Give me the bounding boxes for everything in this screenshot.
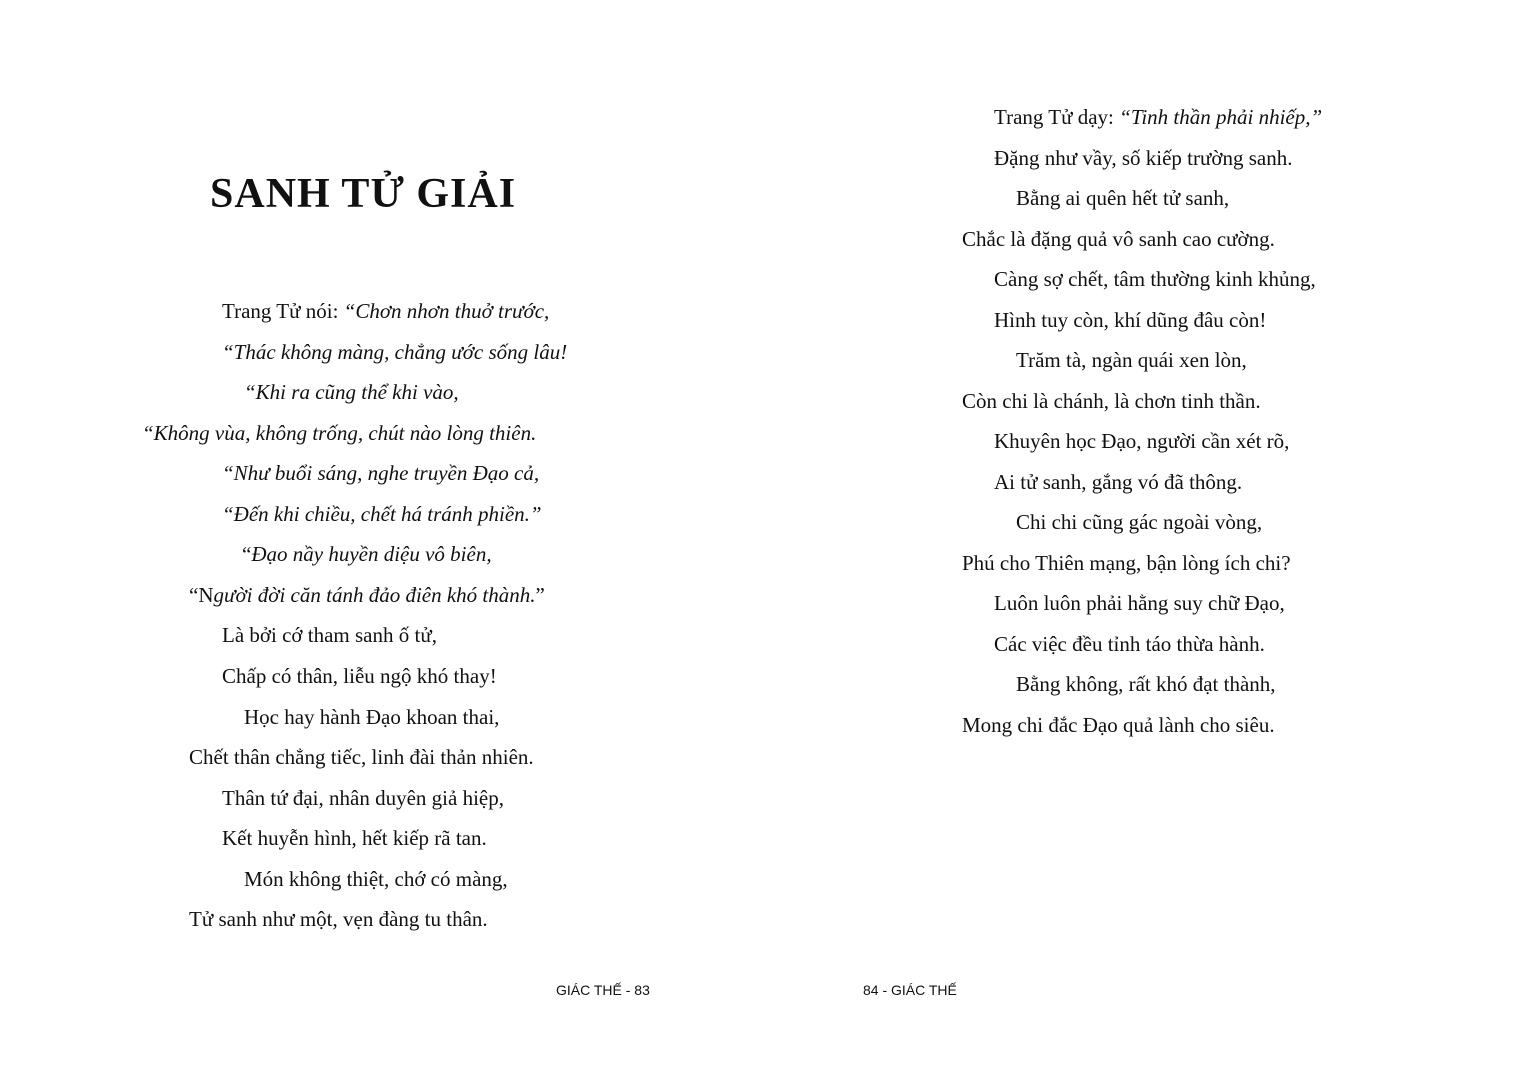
poem-line: Các việc đều tỉnh táo thừa hành. bbox=[994, 632, 1265, 656]
poem-line: Phú cho Thiên mạng, bận lòng ích chi? bbox=[962, 551, 1291, 575]
page-title: SANH TỬ GIẢI bbox=[210, 171, 517, 217]
poem-line: Là bởi cớ tham sanh ố tử, bbox=[222, 623, 437, 647]
poem-line: Thân tứ đại, nhân duyên giả hiệp, bbox=[222, 786, 504, 810]
poem-line: Hình tuy còn, khí dũng đâu còn! bbox=[994, 308, 1267, 332]
poem-line: Món không thiệt, chớ có màng, bbox=[244, 867, 508, 891]
poem-line: Chi chi cũng gác ngoài vòng, bbox=[1016, 510, 1263, 534]
page-footer: GIÁC THẾ - 83 bbox=[556, 982, 650, 998]
poem-line: Trăm tà, ngàn quái xen lòn, bbox=[1016, 348, 1247, 372]
poem-line: Chắc là đặng quả vô sanh cao cường. bbox=[962, 227, 1275, 251]
poem-line: Ai tử sanh, gắng vó đã thông. bbox=[994, 470, 1243, 494]
poem-line: Trang Tử dạy: “Tinh thần phải nhiếp,” bbox=[994, 105, 1323, 129]
poem-line: “Như buổi sáng, nghe truyền Đạo cả, bbox=[222, 461, 540, 485]
poem-line: Học hay hành Đạo khoan thai, bbox=[244, 705, 500, 729]
poem-line: “Thác không màng, chẳng ước sống lâu! bbox=[222, 340, 568, 364]
poem-line: Tử sanh như một, vẹn đàng tu thân. bbox=[189, 907, 488, 931]
poem-line: “Không vùa, không trống, chút nào lòng thiên. bbox=[142, 421, 537, 445]
page-footer: 84 - GIÁC THẾ bbox=[863, 982, 957, 998]
poem-line: Chết thân chẳng tiếc, linh đài thản nhiên. bbox=[189, 745, 534, 769]
poem-line: Mong chi đắc Đạo quả lành cho siêu. bbox=[962, 713, 1275, 737]
poem-line: Chấp có thân, liễu ngộ khó thay! bbox=[222, 664, 497, 688]
poem-line: Khuyên học Đạo, người cần xét rõ, bbox=[994, 429, 1290, 453]
poem-line: Kết huyễn hình, hết kiếp rã tan. bbox=[222, 826, 487, 850]
poem-line: Trang Tử nói: “Chơn nhơn thuở trước, bbox=[222, 299, 550, 323]
poem-line: Luôn luôn phải hằng suy chữ Đạo, bbox=[994, 591, 1285, 615]
poem-line: “Đạo nầy huyền diệu vô biên, bbox=[242, 542, 492, 566]
poem-line: Càng sợ chết, tâm thường kinh khủng, bbox=[994, 267, 1316, 291]
poem-line: Còn chi là chánh, là chơn tinh thần. bbox=[962, 389, 1261, 413]
poem-line: “Người đời căn tánh đảo điên khó thành.” bbox=[189, 583, 545, 607]
poem-line: Đặng như vầy, số kiếp trường sanh. bbox=[994, 146, 1293, 170]
poem-line: Bằng ai quên hết tử sanh, bbox=[1016, 186, 1230, 210]
poem-line: Bằng không, rất khó đạt thành, bbox=[1016, 672, 1276, 696]
right-page bbox=[760, 0, 1520, 1076]
poem-line: “Đến khi chiều, chết há tránh phiền.” bbox=[222, 502, 542, 526]
poem-line: “Khi ra cũng thể khi vào, bbox=[244, 380, 459, 404]
